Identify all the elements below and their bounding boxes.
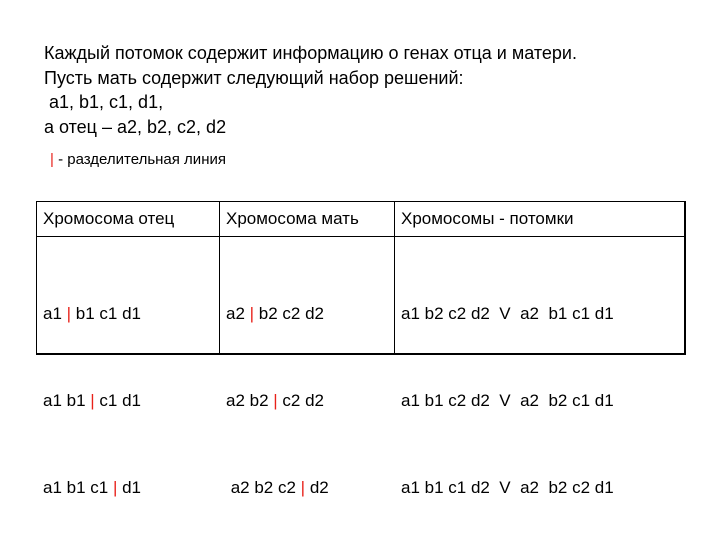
separator-mark: | xyxy=(273,391,278,410)
offspring-column xyxy=(401,241,614,560)
legend-text: - разделительная линия xyxy=(53,151,226,168)
separator-mark: | xyxy=(300,478,306,497)
genes-before: a2 b2 c2 xyxy=(226,478,301,497)
legend-note xyxy=(50,151,226,169)
mother-row xyxy=(226,299,329,328)
mother-column xyxy=(226,241,329,560)
mother-row xyxy=(226,386,329,415)
intro-text xyxy=(44,41,577,139)
separator-symbol: | xyxy=(50,151,54,168)
separator-mark: | xyxy=(112,478,118,497)
header-offspring: Хромосомы - потомки xyxy=(401,209,574,228)
genes-before: a1 xyxy=(43,304,67,323)
intro-line: a1, b1, c1, d1, xyxy=(44,92,164,112)
separator-mark: | xyxy=(66,304,72,323)
genes-after: c1 d1 xyxy=(94,391,141,410)
genes-before: a1 b1 c1 xyxy=(43,478,113,497)
offspring-row: a1 b2 c2 d2 V a2 b1 c1 d1 xyxy=(401,304,614,323)
column-divider xyxy=(219,202,220,353)
genes-after: d1 xyxy=(117,478,142,497)
father-row xyxy=(43,473,141,502)
separator-mark: | xyxy=(249,304,255,323)
chromosome-table xyxy=(36,201,686,497)
offspring-row: a1 b1 c1 d2 V a2 b2 c2 d1 xyxy=(401,478,614,497)
intro-line: а отец – a2, b2, c2, d2 xyxy=(44,116,227,137)
genes-after: b1 c1 d1 xyxy=(71,304,142,323)
father-row xyxy=(43,386,141,415)
genes-before: a1 b1 xyxy=(43,391,91,410)
genes-after: d2 xyxy=(305,478,329,497)
intro-line: Каждый потомок содержит информацию о генах отца и матери. xyxy=(44,43,577,63)
column-divider xyxy=(394,202,395,353)
header-mother: Хромосома мать xyxy=(226,209,359,228)
header-father: Хромосома отец xyxy=(43,209,175,228)
intro-line: Пусть мать содержит следующий набор решений: xyxy=(44,67,464,88)
father-column xyxy=(43,241,141,560)
genes-after: b2 c2 d2 xyxy=(254,304,325,323)
header-divider xyxy=(37,236,684,237)
offspring-row: a1 b1 c2 d2 V a2 b2 c1 d1 xyxy=(401,391,614,410)
genes-before: a2 xyxy=(226,304,250,323)
separator-mark: | xyxy=(90,391,95,410)
mother-row xyxy=(226,473,329,502)
genes-after: c2 d2 xyxy=(277,391,324,410)
father-row xyxy=(43,299,141,328)
genes-before: a2 b2 xyxy=(226,391,274,410)
